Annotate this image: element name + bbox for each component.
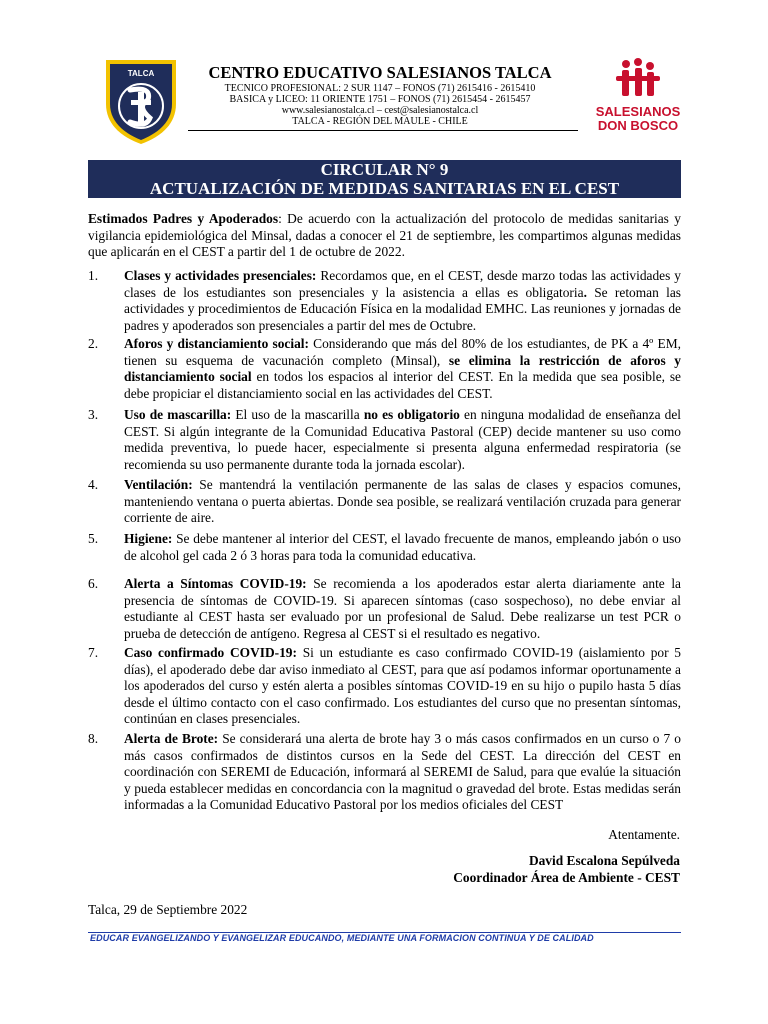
item-body-text: Se retoman las actividades y procedimientos de Educación Física en la modalidad EMHC. Las reuniones y jornadas de padres y apoderados son presenciales a partir del mes de Octubre. [124,284,681,333]
circular-subject: ACTUALIZACIÓN DE MEDIDAS SANITARIAS EN EL CEST [149,179,620,198]
measure-item [88,576,681,642]
item-body-text: Recordamos que, en el CEST, desde marzo todas las actividades y clases de los estudiantes son presenciales y la asistencia a ellas es obligatoria [124,268,681,300]
greeting: Estimados Padres y Apoderados [88,211,279,226]
circular-title-box [88,160,681,198]
item-text [124,336,681,402]
item-text [124,576,681,642]
item-body-text: Si un estudiante es caso confirmado COVID-19 (aislamiento por 5 días), el apoderado debe dar aviso inmediato al CEST, para que así podamos informar oportunamente a los apoderados del curso y estén alerta a posibles síntomas COVID-19 en su hijo o pupilo hasta 5 días desde el último contacto con el caso confirmado. Los estudiantes del curso que no presentan síntomas, continúan en clases presenciales. [124,645,681,727]
item-body-text: Se debe mantener al interior del CEST, el lavado frecuente de manos, empleando jabón o uso de alcohol gel cada 2 ó 3 horas para toda la comunidad educativa. [124,531,681,563]
item-bold-text: Clases y actividades presenciales: [124,268,317,283]
school-name: CENTRO EDUCATIVO SALESIANOS TALCA [208,63,552,82]
item-text [124,268,681,334]
item-bold-text: Alerta de Brote: [124,731,219,746]
item-text [124,477,681,527]
item-number: 6. [88,576,99,591]
school-crest-logo [100,56,182,146]
item-bold-text: . [583,284,587,300]
measure-item [88,531,681,564]
item-number: 8. [88,731,99,746]
item-body-text: Se mantendrá la ventilación permanente de las salas de clases y espacios comunes, manteniendo ventana o puerta abiertas. Donde sea posible, se realizará ventilación cruzada para generar corriente de aire. [124,477,681,526]
measure-item [88,477,681,527]
item-bold-text: se elimina la restricción de aforos y distanciamiento social [124,352,681,385]
item-number: 2. [88,336,99,351]
item-text [124,531,681,564]
header-divider [188,130,578,131]
measure-item [88,268,681,334]
item-body-text: Se recomienda a los apoderados estar alerta diariamente ante la presencia de síntomas de COVID-19. Si aparecen síntomas (caso sospechoso), no debe enviar al estudiante al CEST hasta ser evaluado por un profesional de Salud. Debe realizarse un test PCR o prueba de detección de antígeno. Regresa al CEST si el resultado es negativo. [124,576,681,641]
item-number: 7. [88,645,99,660]
circular-number: CIRCULAR N° 9 [320,160,449,179]
item-body-text: El uso de la mascarilla [231,407,364,422]
address-line-1: TECNICO PROFESIONAL: 2 SUR 1147 – FONOS (71) 2615416 - 2615410 [224,83,536,94]
measure-item [88,407,681,473]
item-body-text: en ninguna modalidad de enseñanza del CEST. Si algún integrante de la Comunidad Educativa Pastoral (CEP) decide mantener su uso como medida preventiva, lo puede hacer, especialmente si presenta alguna enfermedad respiratoria (se recomienda su uso permanente durante toda la jornada escolar). [124,407,682,472]
item-body-text: Se considerará una alerta de brote hay 3 o más casos confirmados en un curso o 7 o más casos confirmados de distintos cursos en la Sede del CEST. La dirección del CEST en coordinación con SEREMI de Educación, informará al SEREMI de Salud, para que evalúe la situación y pueda establecer medidas en concordancia con la magnitud o gravedad del brote. Estas medidas serán informadas a la Comunidad Educativo Pastoral por los medios oficiales del CEST [124,731,681,813]
location-line: TALCA - REGIÓN DEL MAULE - CHILE [292,116,468,127]
item-number: 1. [88,268,99,283]
logo-line-2: DON BOSCO [597,118,679,133]
contact-line: www.salesianostalca.cl – cest@salesianostalca.cl [281,105,479,116]
salesianos-don-bosco-logo [592,58,680,134]
address-line-2: BASICA y LICEO: 11 ORIENTE 1751 – FONOS (71) 2615454 - 2615457 [229,94,531,105]
item-bold-text: Ventilación: [124,477,193,492]
measure-item [88,645,681,728]
item-bold-text: Caso confirmado COVID-19: [124,645,297,660]
measure-item [88,336,681,402]
item-text [124,645,681,728]
item-bold-text: Higiene: [124,531,173,546]
item-bold-text: Uso de mascarilla: [124,407,232,422]
item-bold-text: Alerta a Síntomas COVID-19: [124,576,307,591]
closing-salutation: Atentamente. [608,827,680,842]
item-bold-text: Aforos y distanciamiento social: [124,336,309,351]
item-number: 5. [88,531,99,546]
item-number: 3. [88,407,99,422]
item-body-text: Considerando que más del 80% de los estudiantes, de PK a 4º EM, tienen su esquema de vacunación completo (Minsal), [124,336,681,368]
item-bold-text: no es obligatorio [363,407,460,422]
signer-name: David Escalona Sepúlveda [528,853,680,868]
signer-role: Coordinador Área de Ambiente - CEST [453,870,680,885]
crest-label: TALCA [127,69,155,78]
logo-line-1: SALESIANOS [595,104,680,119]
document-date: Talca, 29 de Septiembre 2022 [88,902,248,917]
intro-text: : De acuerdo con la actualización del protocolo de medidas sanitarias y vigilancia epidemiológica del Minsal, dadas a conocer el 21 de septiembre, les compartimos algunas medidas que aplicarán en el CEST a partir del 1 de octubre de 2022. [88,211,681,260]
item-text [124,731,681,814]
item-body-text: en todos los espacios al interior del CEST. En la medida que sea posible, se debe propiciar el distanciamiento social en las actividades del CEST. [124,369,681,401]
item-number: 4. [88,477,99,492]
intro-paragraph [88,211,681,261]
item-text [124,407,681,473]
footer-motto: EDUCAR EVANGELIZANDO Y EVANGELIZAR EDUCANDO, MEDIANTE UNA FORMACION CONTINUA Y DE CALIDAD [90,933,594,943]
measure-item [88,731,681,814]
